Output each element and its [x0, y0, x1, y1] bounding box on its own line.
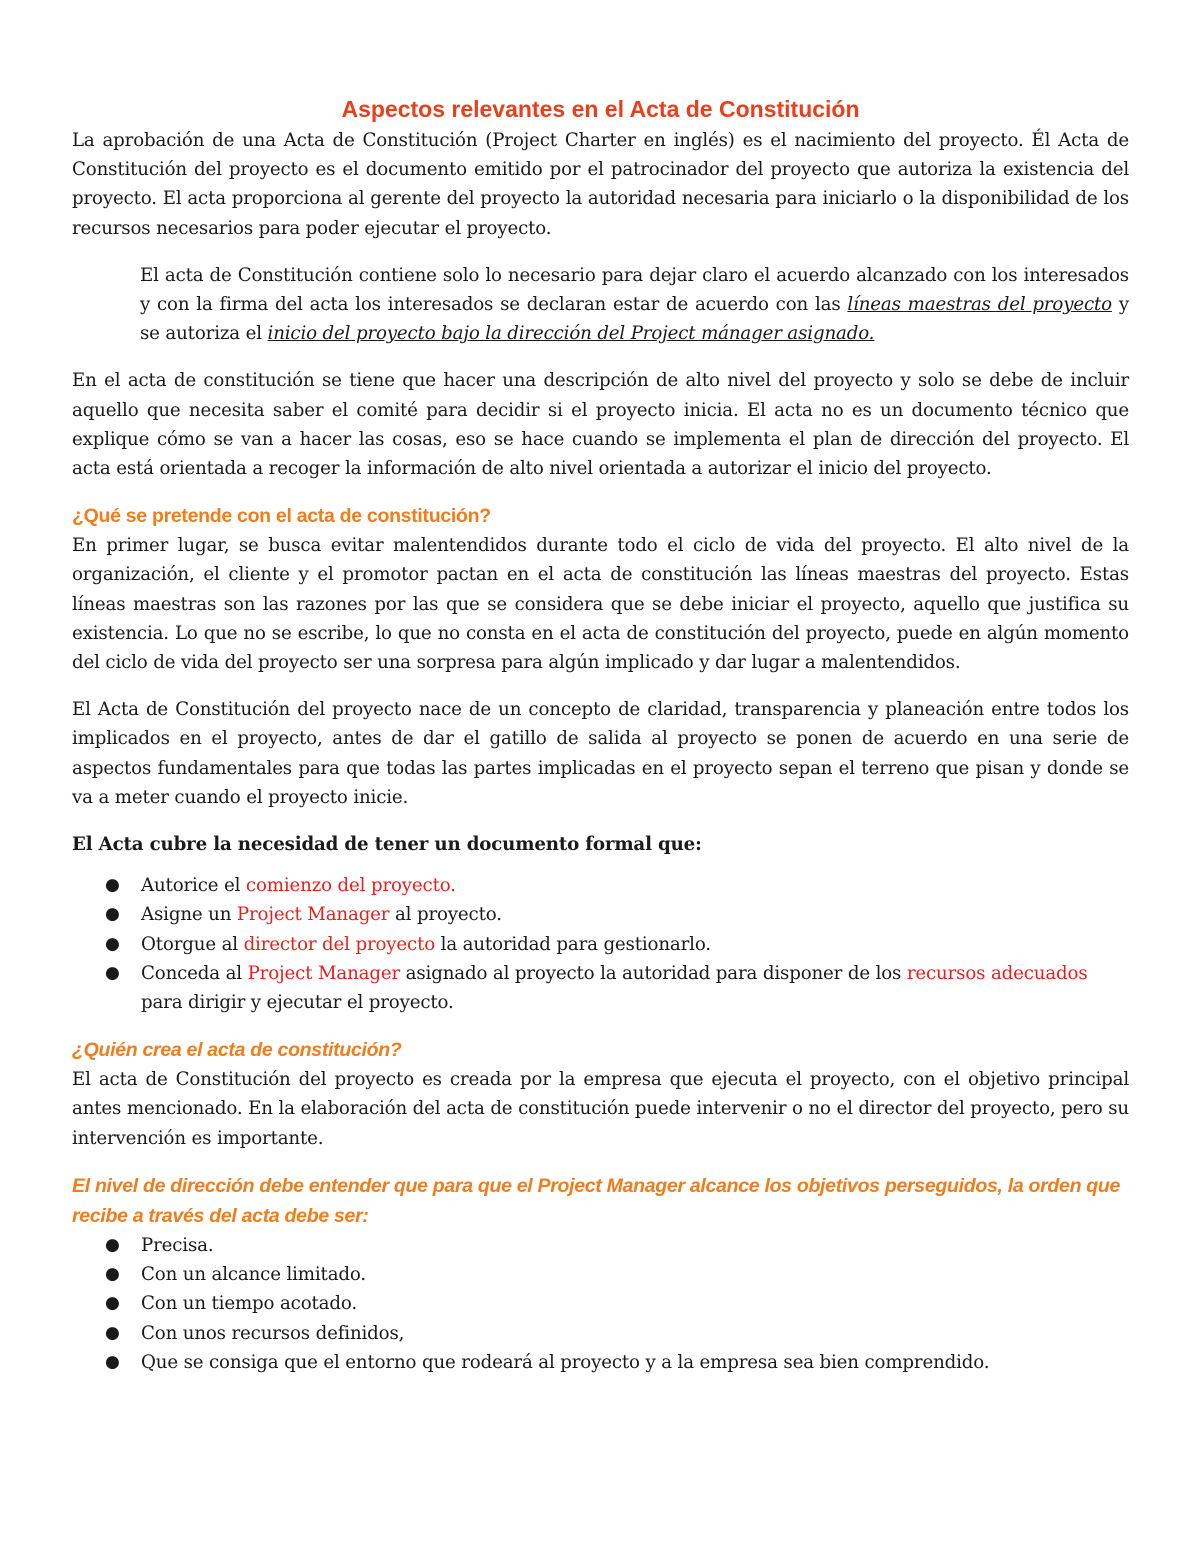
bullet-icon: ●: [105, 933, 120, 954]
list-item: ● Con un tiempo acotado.: [72, 1289, 1129, 1318]
bullet-icon: ●: [105, 875, 120, 896]
document-page: [72, 92, 1129, 1395]
section3-heading: El nivel de dirección debe entender que para que el Project Manager alcance los objetivos perseguidos, la orden que recibe a través del acta debe ser:: [72, 1174, 1121, 1227]
list-item: ● Autorice el comienzo del proyecto.: [72, 871, 1129, 900]
quote-text-2: y se autoriza el: [140, 294, 1129, 345]
quote-text-1: El acta de Constitución contiene solo lo necesario para dejar claro el acuerdo alcanzado con los interesados y con la firma del acta los interesados se declaran estar de acuerdo con las: [140, 264, 1129, 316]
charter-purpose-list: [72, 871, 1129, 1017]
list-item: ● Conceda al Project Manager asignado al proyecto la autoridad para disponer de los recursos adecuados para dirigir y ejecutar el proyecto.: [72, 959, 1129, 1017]
section1-heading: ¿Qué se pretende con el acta de constitución?: [72, 505, 491, 528]
order-requirements-list: [72, 1231, 1129, 1377]
bullet-icon: ●: [105, 1234, 120, 1255]
bullet-icon: ●: [105, 962, 120, 983]
section1-paragraph-2: El Acta de Constitución del proyecto nace de un concepto de claridad, transparencia y planeación entre todos los implicados en el proyecto, antes de dar el gatillo de salida al proyecto se ponen de acuerdo en una serie de aspectos fundamentales para que todas las partes implicadas en el proyecto sepan el terreno que pisan y donde se va a meter cuando el proyecto inicie.: [72, 699, 1129, 808]
bullet-icon: ●: [105, 1322, 120, 1343]
section2-heading: ¿Quién crea el acta de constitución?: [72, 1039, 402, 1062]
quote-paragraph: [140, 261, 1129, 349]
high-level-paragraph: En el acta de constitución se tiene que hacer una descripción de alto nivel del proyecto y solo se debe de incluir aquello que necesita saber el comité para decidir si el proyecto inicia. El acta no es un documento técnico que explique cómo se van a hacer las cosas, eso se hace cuando se implementa el plan de dirección del proyecto. El acta está orientada a recoger la información de alto nivel orientada a autorizar el inicio del proyecto.: [72, 370, 1129, 480]
link-lineas-maestras[interactable]: líneas maestras del proyecto: [847, 294, 1112, 316]
document-title: Aspectos relevantes en el Acta de Constitución: [341, 96, 860, 122]
bullet-icon: ●: [105, 1264, 120, 1285]
bullet-icon: ●: [105, 904, 120, 925]
list-item: ● Otorgue al director del proyecto la autoridad para gestionarlo.: [72, 930, 1129, 959]
link-inicio-proyecto[interactable]: inicio del proyecto bajo la dirección del Project mánager asignado.: [267, 323, 875, 345]
section1-paragraph-1: En primer lugar, se busca evitar malentendidos durante todo el ciclo de vida del proyecto. El alto nivel de la organización, el cliente y el promotor pactan en el acta de constitución las líneas maestras del proyecto. Estas líneas maestras son las razones por las que se considera que se debe iniciar el proyecto, aquello que justifica su existencia. Lo que no se escribe, lo que no consta en el acta de constitución del proyecto, puede en algún momento del ciclo de vida del proyecto ser una sorpresa para algún implicado y dar lugar a malentendidos.: [72, 535, 1129, 674]
section1-bold-line: El Acta cubre la necesidad de tener un documento formal que:: [72, 834, 702, 856]
intro-paragraph: La aprobación de una Acta de Constitución (Project Charter en inglés) es el nacimiento del proyecto. Él Acta de Constitución del proyecto es el documento emitido por el patrocinador del proyecto que autoriza la existencia del proyecto. El acta proporciona al gerente del proyecto la autoridad necesaria para iniciarlo o la disponibilidad de los recursos necesarios para poder ejecutar el proyecto.: [72, 130, 1129, 239]
bullet-icon: ●: [105, 1293, 120, 1314]
bullet-icon: ●: [105, 1351, 120, 1372]
list-item: ● Con un alcance limitado.: [72, 1260, 1129, 1289]
list-item: ● Que se consiga que el entorno que rodeará al proyecto y a la empresa sea bien comprendido.: [72, 1348, 1129, 1377]
list-item: ● Con unos recursos definidos,: [72, 1319, 1129, 1348]
section2-paragraph: El acta de Constitución del proyecto es creada por la empresa que ejecuta el proyecto, con el objetivo principal antes mencionado. En la elaboración del acta de constitución puede intervenir o no el director del proyecto, pero su intervención es importante.: [72, 1069, 1129, 1149]
list-item: ● Asigne un Project Manager al proyecto.: [72, 900, 1129, 929]
list-item: ● Precisa.: [72, 1231, 1129, 1260]
